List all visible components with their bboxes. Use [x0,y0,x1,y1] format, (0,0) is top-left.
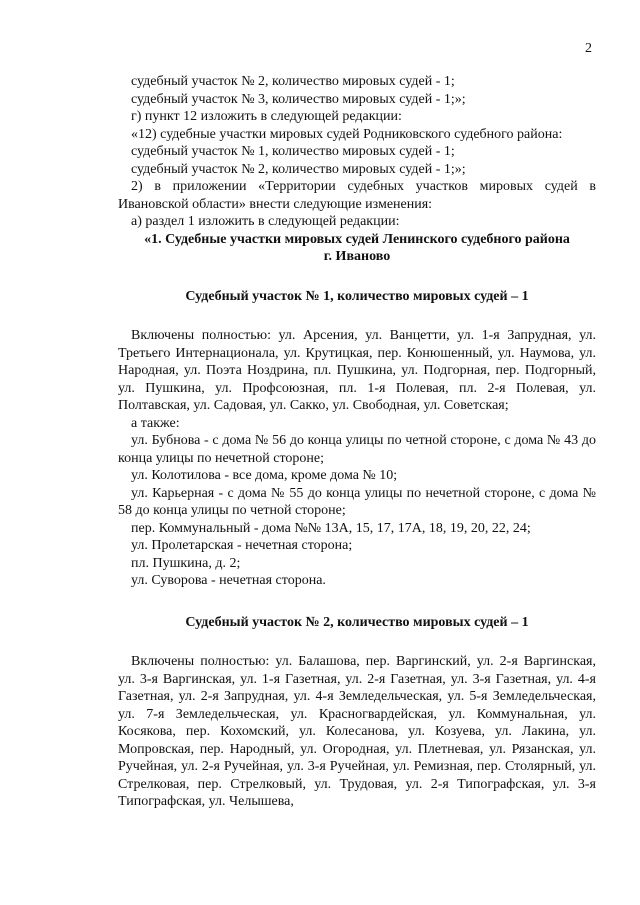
document-body [118,73,596,811]
intro-line: судебный участок № 1, количество мировых судей - 1; [131,144,455,159]
intro-line: «12) судебные участки мировых судей Родниковского судебного района: [131,126,563,142]
section-title-city: г. Иваново [323,249,391,264]
district-1-heading: Судебный участок № 1, количество мировых судей – 1 [185,288,529,304]
district-2-heading: Судебный участок № 2, количество мировых судей – 1 [185,614,529,630]
intro-line: а) раздел 1 изложить в следующей редакции: [131,214,400,229]
district-1-paragraph: ул. Суворова - нечетная сторона. [131,573,326,588]
section-title: «1. Судебные участки мировых судей Ленинского судебного района [144,231,570,247]
intro-line: 2) в приложении «Территории судебных участков мировых судей в Ивановской области» внести следующие изменения: [118,179,596,212]
district-1-paragraph: ул. Колотилова - все дома, кроме дома № 10; [131,468,398,483]
district-2-paragraph: Включены полностью: ул. Балашова, пер. Варгинский, ул. 2-я Варгинская, ул. 3-я Варгинская, ул. 1-я Газетная, ул. 2-я Газетная, ул. 3-я Газетная, ул. 4-я Газетная, ул. 2-я Запрудная, ул. 4-я Земледельческая, ул. 5-я Земледельческая, ул. 7-я Земледельческая, ул. Красногвардейская, ул. Коммунальная, ул. Косякова, пер. Кохомский, ул. Колесанова, ул. Козуева, ул. Лакина, ул. Мопровская, пер. Народный, ул. Огородная, ул. Плетневая, ул. Рязанская, ул. Ручейная, ул. 2-я Ручейная, ул. 3-я Ручейная, ул. Ремизная, пер. Столярный, ул. Стрелковая, пер. Стрелковый, ул. Трудовая, ул. 2-я Типографская, ул. 3-я Типографская, ул. Челышева, [118,654,596,809]
district-1-paragraph: пл. Пушкина, д. 2; [131,555,241,571]
district-1-paragraph: ул. Бубнова - с дома № 56 до конца улицы по четной стороне, с дома № 43 до конца улицы по нечетной стороне; [118,433,596,466]
district-1-paragraph: а также: [131,415,180,431]
district-1-paragraph: ул. Карьерная - с дома № 55 до конца улицы по нечетной стороне, с дома № 58 до конца улицы по четной стороне; [118,485,596,518]
district-1-paragraph: пер. Коммунальный - дома №№ 13А, 15, 17, 17А, 18, 19, 20, 22, 24; [131,520,531,536]
intro-line: судебный участок № 2, количество мировых судей - 1; [131,74,455,89]
intro-line: судебный участок № 3, количество мировых судей - 1;»; [131,91,466,107]
district-1-paragraph: ул. Пролетарская - нечетная сторона; [131,538,353,553]
page-number: 2 [585,41,592,56]
intro-line: судебный участок № 2, количество мировых судей - 1;»; [131,161,466,177]
intro-line: г) пункт 12 изложить в следующей редакции: [131,109,402,124]
district-1-paragraph: Включены полностью: ул. Арсения, ул. Ванцетти, ул. 1-я Запрудная, ул. Третьего Интернационала, ул. Крутицкая, пер. Конюшенный, ул. Наумова, ул. Народная, ул. Поэта Ноздрина, пл. Пушкина, ул. Подгорная, пер. Подгорный, ул. Пушкина, ул. Профсоюзная, пл. 1-я Полевая, пл. 2-я Полевая, ул. Полтавская, ул. Садовая, ул. Сакко, ул. Свободная, ул. Советская; [118,328,596,413]
